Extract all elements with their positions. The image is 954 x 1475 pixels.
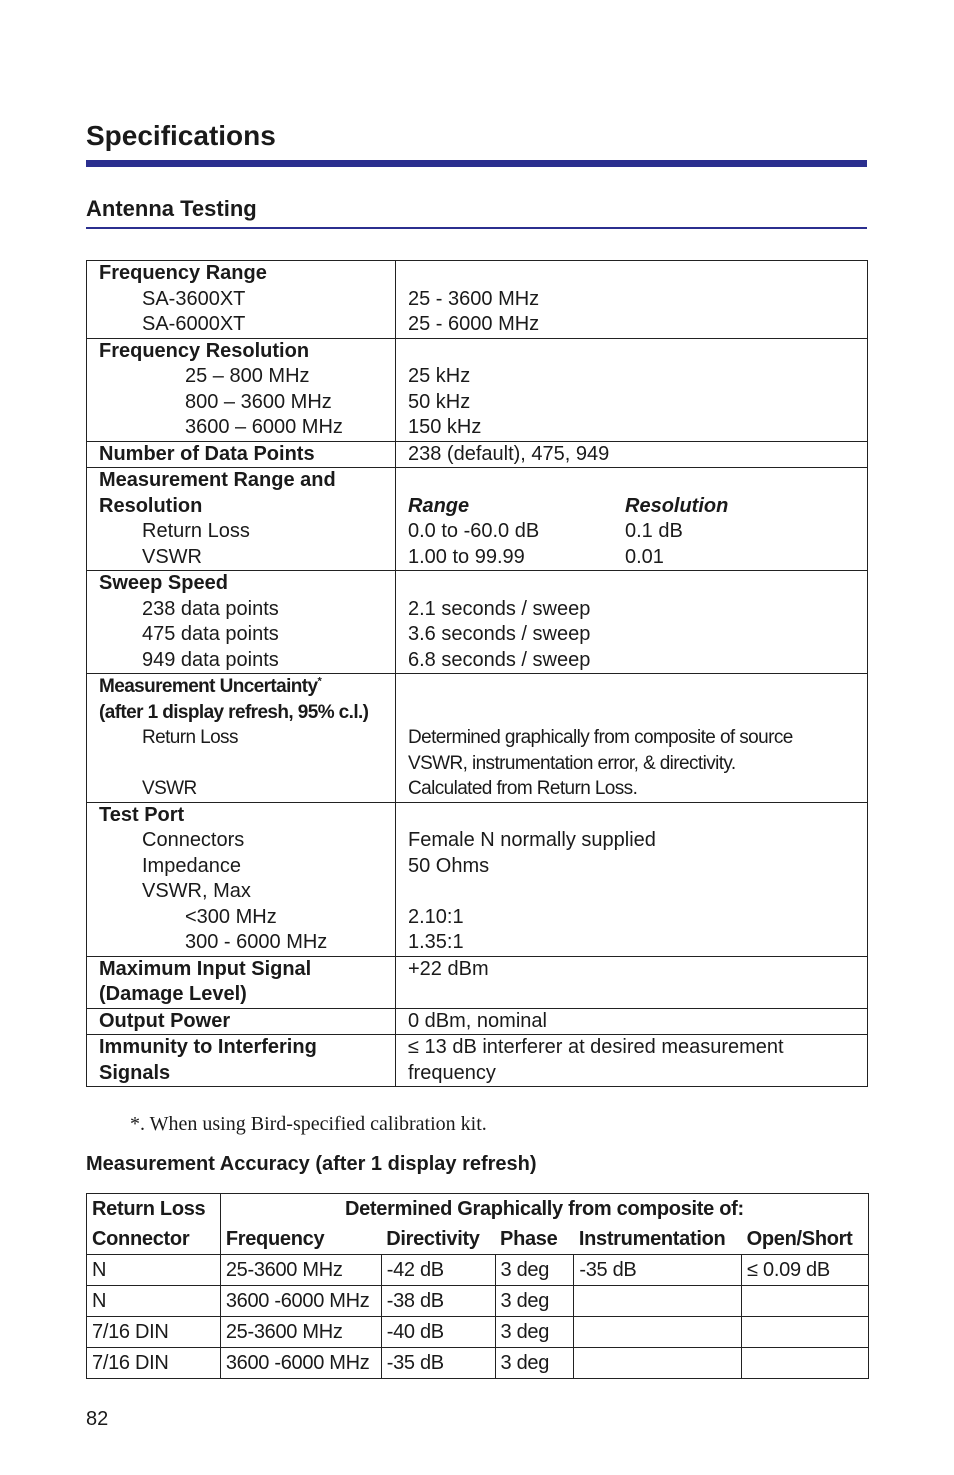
footnote: *. When using Bird-specified calibration kit. [130, 1113, 487, 1135]
spec-sublabel: SA-6000XT [142, 313, 246, 335]
accuracy-title: Measurement Accuracy (after 1 display refresh) [86, 1153, 537, 1175]
spec-value: Determined graphically from composite of source [408, 727, 793, 748]
spec-value: 150 kHz [408, 416, 482, 438]
spec-value: 50 Ohms [408, 854, 490, 877]
table-cell [574, 1317, 742, 1348]
table-cell [742, 1317, 869, 1348]
table-cell: 3 deg [495, 1317, 574, 1348]
spec-value: 2.1 seconds / sweep [408, 597, 591, 620]
spec-value: 25 kHz [408, 365, 471, 387]
antenna-spec-table [86, 260, 868, 1087]
spec-value: Female N normally supplied [408, 829, 656, 851]
spec-value: 2.10:1 [408, 905, 464, 928]
spec-value: Calculated from Return Loss. [408, 778, 638, 799]
section-title: Antenna Testing [86, 196, 257, 221]
spec-label: Frequency Resolution [99, 339, 310, 362]
header-cell: Return Loss [87, 1194, 221, 1225]
spec-label: (Damage Level) [99, 983, 247, 1005]
spec-row-max-input [87, 956, 868, 1008]
header-cell: Frequency [220, 1224, 381, 1255]
spec-row-frequency-resolution [87, 338, 868, 441]
spec-sublabel: 3600 – 6000 MHz [185, 416, 343, 438]
header-cell: Phase [495, 1224, 574, 1255]
spec-row-immunity [87, 1035, 868, 1087]
table-cell: -35 dB [574, 1255, 742, 1286]
spec-value: 0.01 [625, 545, 664, 568]
spec-label: Maximum Input Signal [99, 957, 312, 980]
table-row [87, 1286, 869, 1317]
spec-value: 25 - 6000 MHz [408, 313, 540, 335]
spec-sublabel: Connectors [142, 829, 245, 851]
header-cell: Instrumentation [574, 1224, 742, 1255]
spec-label: Measurement Range and [99, 469, 336, 491]
spec-value: 0 dBm, nominal [408, 1009, 547, 1032]
spec-row-frequency-range [87, 261, 868, 339]
resolution-heading: Resolution [625, 494, 729, 517]
range-heading: Range [408, 494, 470, 517]
table-cell: 3600 -6000 MHz [220, 1286, 381, 1317]
accuracy-table [86, 1193, 869, 1379]
spec-sublabel: 475 data points [142, 623, 279, 645]
accuracy-header-row [87, 1194, 869, 1225]
spec-sublabel: Return Loss [142, 520, 250, 542]
spec-sublabel: 238 data points [142, 597, 279, 620]
table-cell [574, 1286, 742, 1317]
table-cell: 3600 -6000 MHz [220, 1348, 381, 1379]
spec-sublabel: Return Loss [142, 727, 238, 748]
spec-value: +22 dBm [408, 957, 489, 980]
spec-row-measurement-range [87, 468, 868, 571]
spec-label: Test Port [99, 803, 185, 826]
spec-value: 1.00 to 99.99 [408, 545, 525, 568]
spec-value: 50 kHz [408, 390, 471, 413]
table-cell: 25-3600 MHz [220, 1255, 381, 1286]
table-cell: 3 deg [495, 1286, 574, 1317]
spec-sublabel: <300 MHz [185, 905, 277, 928]
spec-sublabel: VSWR [142, 545, 202, 568]
spec-sublabel: 800 – 3600 MHz [185, 390, 332, 413]
spec-label: Sweep Speed [99, 572, 228, 594]
spec-value: ≤ 13 dB interferer at desired measurement [408, 1036, 784, 1058]
table-row [87, 1317, 869, 1348]
spec-value: 238 (default), 475, 949 [408, 442, 610, 465]
table-cell: ≤ 0.09 dB [742, 1255, 869, 1286]
spec-value: 0.1 dB [625, 520, 683, 542]
table-cell: 3 deg [495, 1348, 574, 1379]
spec-row-data-points [87, 441, 868, 468]
table-cell [742, 1348, 869, 1379]
table-cell: 7/16 DIN [87, 1317, 221, 1348]
spec-sublabel: VSWR [142, 778, 197, 799]
spec-sublabel: VSWR, Max [142, 880, 251, 902]
table-row [87, 1348, 869, 1379]
spec-row-test-port [87, 802, 868, 956]
table-cell: 7/16 DIN [87, 1348, 221, 1379]
table-row [87, 1255, 869, 1286]
spec-value: 25 - 3600 MHz [408, 287, 540, 310]
table-cell: N [87, 1255, 221, 1286]
section-rule [86, 227, 867, 229]
spec-label: (after 1 display refresh, 95% c.l.) [99, 701, 369, 723]
spec-label: Immunity to Interfering [99, 1036, 317, 1058]
spec-value: VSWR, instrumentation error, & directivity. [408, 752, 736, 774]
table-cell: N [87, 1286, 221, 1317]
table-cell: 3 deg [495, 1255, 574, 1286]
spec-value: frequency [408, 1061, 496, 1084]
spec-row-sweep-speed [87, 571, 868, 674]
spec-label: Measurement Uncertainty [99, 676, 318, 697]
table-cell: -40 dB [381, 1317, 495, 1348]
table-cell [742, 1286, 869, 1317]
spec-label: Output Power [99, 1009, 231, 1032]
spec-sublabel: Impedance [142, 854, 241, 877]
table-cell: 25-3600 MHz [220, 1317, 381, 1348]
title-rule [86, 160, 867, 167]
spec-sublabel: 300 - 6000 MHz [185, 931, 328, 953]
header-cell: Determined Graphically from composite of: [220, 1194, 868, 1225]
spec-value: 6.8 seconds / sweep [408, 648, 591, 671]
table-cell: -38 dB [381, 1286, 495, 1317]
accuracy-header-row [87, 1224, 869, 1255]
spec-label: Signals [99, 1061, 171, 1084]
header-cell: Directivity [381, 1224, 495, 1255]
table-cell: -42 dB [381, 1255, 495, 1286]
spec-value: 0.0 to -60.0 dB [408, 520, 540, 542]
spec-sublabel: 949 data points [142, 648, 279, 671]
spec-row-uncertainty [87, 674, 868, 803]
table-cell: -35 dB [381, 1348, 495, 1379]
page-number: 82 [86, 1408, 109, 1430]
spec-label: Number of Data Points [99, 442, 315, 465]
spec-label: Resolution [99, 494, 203, 517]
table-cell [574, 1348, 742, 1379]
header-cell: Open/Short [742, 1224, 869, 1255]
spec-sublabel: 25 – 800 MHz [185, 365, 310, 387]
spec-row-output-power [87, 1008, 868, 1035]
spec-value: 3.6 seconds / sweep [408, 623, 591, 645]
spec-sublabel: SA-3600XT [142, 287, 246, 310]
spec-label: Frequency Range [99, 262, 267, 284]
page-title: Specifications [86, 120, 276, 151]
spec-value: 1.35:1 [408, 931, 464, 953]
range-resolution-grid [408, 494, 859, 571]
header-cell: Connector [87, 1224, 221, 1255]
footnote-mark: * [317, 675, 322, 688]
